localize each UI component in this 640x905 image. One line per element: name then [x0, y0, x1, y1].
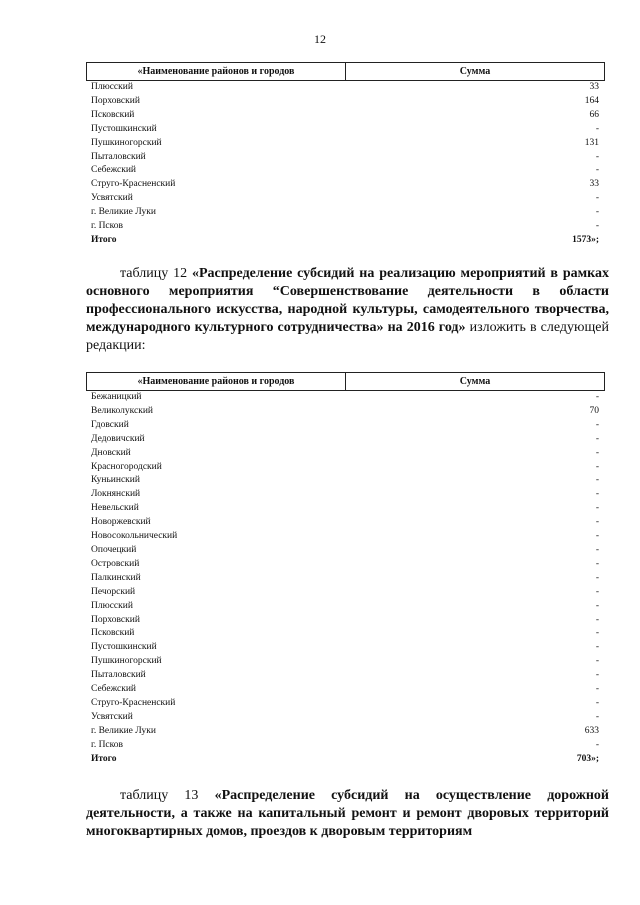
sum-value: 703»;: [576, 753, 599, 764]
district-name: Локнянский: [91, 489, 141, 500]
sum-value: -: [595, 739, 599, 750]
page-number: 12: [314, 32, 326, 46]
sum-value: -: [595, 711, 599, 722]
sum-value: -: [595, 503, 599, 514]
sum-value: -: [595, 586, 599, 597]
sum-value: -: [595, 193, 599, 204]
table-row: [86, 447, 605, 461]
table-row: [86, 164, 605, 178]
district-name: Псковский: [91, 109, 135, 120]
district-name: Гдовский: [91, 419, 129, 430]
district-name: Печорский: [91, 586, 136, 597]
district-name: Бежаницкий: [91, 392, 142, 402]
table-row: [86, 739, 605, 753]
district-name: Псковский: [91, 628, 135, 639]
district-name: Порховский: [91, 614, 140, 625]
table-row: [86, 572, 605, 586]
table-row: [86, 391, 605, 405]
district-name: Пустошкинский: [91, 123, 157, 134]
table-row: [86, 725, 605, 739]
district-name: Пыталовский: [91, 151, 146, 162]
table-row: [86, 123, 605, 137]
table-row: [86, 697, 605, 711]
district-name: Великолукский: [91, 405, 154, 416]
paragraph-tail: изложить в следующей редакции:: [86, 320, 609, 353]
sum-value: 33: [589, 82, 599, 92]
table-row: [86, 474, 605, 488]
district-name: Итого: [91, 753, 117, 764]
district-name: Дедовичский: [91, 433, 145, 444]
district-name: Опочецкий: [91, 544, 137, 555]
district-name: Себежский: [91, 165, 136, 176]
sum-value: -: [595, 207, 599, 218]
sum-value: -: [595, 558, 599, 569]
district-name: г. Великие Луки: [91, 725, 156, 736]
sum-value: 1573»;: [572, 234, 599, 245]
table-row: [86, 711, 605, 725]
table-row: [86, 95, 605, 109]
sum-value: -: [595, 461, 599, 472]
table-row: [86, 178, 605, 192]
district-name: Усвятский: [91, 193, 133, 204]
paragraph-lead: таблицу 13: [120, 788, 215, 803]
sum-value: 633: [584, 725, 599, 736]
sum-value: -: [595, 544, 599, 555]
district-name: Струго-Красненский: [91, 179, 176, 190]
sum-value: -: [595, 614, 599, 625]
table-row: [86, 655, 605, 669]
table-row: [86, 586, 605, 600]
table-row: [86, 137, 605, 151]
sum-value: -: [595, 165, 599, 176]
sum-value: -: [595, 670, 599, 681]
district-name: Итого: [91, 234, 117, 245]
district-name: Красногородский: [91, 461, 162, 472]
table-row: [86, 669, 605, 683]
table-row: [86, 151, 605, 165]
district-name: Струго-Красненский: [91, 697, 176, 708]
table-total-row: [86, 234, 605, 248]
sum-value: -: [595, 517, 599, 528]
table-row: [86, 461, 605, 475]
district-name: Островский: [91, 558, 140, 569]
sum-value: -: [595, 642, 599, 653]
sum-value: -: [595, 600, 599, 611]
district-name: Новосокольнический: [91, 531, 178, 542]
sum-value: -: [595, 151, 599, 162]
table-row: [86, 544, 605, 558]
table-row: [86, 405, 605, 419]
paragraph-lead: таблицу 12: [120, 266, 192, 281]
table-body: [86, 81, 605, 248]
subsidy-table-2: [86, 372, 605, 766]
district-name: Пушкиногорский: [91, 656, 162, 667]
column-header-sum: Сумма: [459, 376, 491, 387]
table-header: [86, 62, 605, 81]
district-name: Порховский: [91, 95, 140, 106]
column-header-sum: Сумма: [459, 66, 491, 77]
sum-value: -: [595, 531, 599, 542]
paragraph-table-13: [86, 787, 609, 841]
table-row: [86, 488, 605, 502]
column-header-name: «Наименование районов и городов: [87, 63, 346, 80]
table-body: [86, 391, 605, 766]
table-row: [86, 502, 605, 516]
subsidy-table-1: [86, 62, 605, 248]
district-name: Дновский: [91, 447, 131, 458]
table-row: [86, 600, 605, 614]
table-header: [86, 372, 605, 391]
sum-value: -: [595, 447, 599, 458]
sum-value: -: [595, 221, 599, 232]
sum-value: 131: [584, 137, 599, 148]
sum-value: -: [595, 419, 599, 430]
sum-value: -: [595, 684, 599, 695]
table-row: [86, 109, 605, 123]
table-total-row: [86, 753, 605, 767]
sum-value: -: [595, 433, 599, 444]
sum-value: -: [595, 628, 599, 639]
district-name: Невельский: [91, 503, 139, 514]
table-row: [86, 192, 605, 206]
sum-value: -: [595, 475, 599, 486]
sum-value: -: [595, 656, 599, 667]
district-name: Плюсский: [91, 82, 133, 92]
table-row: [86, 558, 605, 572]
sum-value: -: [595, 392, 599, 402]
sum-value: 66: [589, 109, 599, 120]
district-name: Новоржевский: [91, 517, 151, 528]
sum-value: 164: [584, 95, 599, 106]
table-row: [86, 433, 605, 447]
district-name: г. Великие Луки: [91, 207, 156, 218]
table-row: [86, 206, 605, 220]
paragraph-table-12: [86, 265, 609, 355]
table-row: [86, 614, 605, 628]
sum-value: -: [595, 123, 599, 134]
district-name: Пыталовский: [91, 670, 146, 681]
table-row: [86, 641, 605, 655]
table-row: [86, 627, 605, 641]
table-row: [86, 530, 605, 544]
sum-value: 70: [589, 405, 599, 416]
district-name: г. Псков: [91, 739, 124, 750]
table-row: [86, 81, 605, 95]
district-name: г. Псков: [91, 221, 124, 232]
sum-value: 33: [589, 179, 599, 190]
district-name: Пустошкинский: [91, 642, 157, 653]
table-row: [86, 683, 605, 697]
table-row: [86, 220, 605, 234]
paragraph-title: «Распределение субсидий на реализацию мероприятий в рамках основного мероприятия “Совершенствование деятельности в области профессионального искусства, народной культуры, самодеятельного творчества, международного культурного сотрудничества» на 2016 год»: [86, 266, 610, 335]
district-name: Палкинский: [91, 572, 141, 583]
district-name: Плюсский: [91, 600, 133, 611]
district-name: Куньинский: [91, 475, 140, 486]
sum-value: -: [595, 572, 599, 583]
table-row: [86, 419, 605, 433]
sum-value: -: [595, 489, 599, 500]
table-row: [86, 516, 605, 530]
sum-value: -: [595, 697, 599, 708]
district-name: Пушкиногорский: [91, 137, 162, 148]
column-header-name: «Наименование районов и городов: [87, 373, 346, 390]
paragraph-title: «Распределение субсидий на осуществление дорожной деятельности, а также на капитальный ремонт и ремонт дворовых территорий многоквартирных домов, проездов к дворовым территориям: [86, 788, 610, 839]
district-name: Усвятский: [91, 711, 133, 722]
district-name: Себежский: [91, 684, 136, 695]
